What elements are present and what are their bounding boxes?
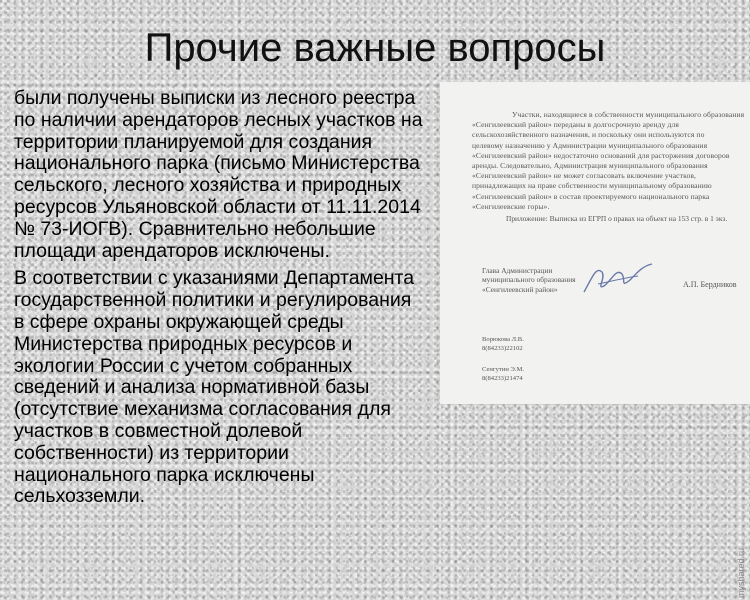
signer-name: А.П. Бердников [683, 280, 737, 289]
paragraph-exclusions: В соответствии с указаниями Департамента государственной политики и регулирования в сфере охраны окружающей среды Министерства природных ресурсов и экологии России с учетом собранных сведений и анализа нормативной базы (отсутствие механизма согласования для участков в совместной долевой собственности) из территории национального парка исключены сельхозземли. [14, 267, 415, 508]
letter-line: «Сенгилеевский район» переданы в долгосрочную аренду для [472, 120, 679, 130]
executor-name: Ворюкова Л.В. [482, 336, 524, 343]
signer-title [482, 266, 576, 294]
letter-line: аренды. Следовательно, Администрация муниципального образования [472, 161, 708, 171]
slide-body [14, 88, 424, 514]
letter-body [472, 110, 750, 212]
letter-line: принадлежащих на праве собственности муниципальному образованию [472, 181, 712, 191]
letter-line: «Сенгилеевский район» в состав проектируемого национального парка [472, 191, 710, 201]
letter-line: Участки, находящиеся в собственности муниципального образования [512, 110, 745, 119]
executor-2 [482, 366, 524, 383]
letter-line: «Сенгилеевский район» не может согласовать включение участков, [472, 171, 697, 181]
executor-1 [482, 336, 524, 353]
watermark: myshared.ru [736, 547, 746, 598]
handwritten-signature [578, 258, 658, 298]
executor-phone: 8(84233)21474 [482, 374, 523, 382]
slide-title: Прочие важные вопросы [144, 26, 606, 70]
executor-name: Сенгутин Э.М. [482, 366, 525, 373]
paragraph-leases: были получены выписки из лесного реестра по наличии арендаторов лесных участков на территории планируемой для создания национального парка (письмо Министерства сельского, лесного хозяйства и природных ресурсов Ульяновской области от 11.11.2014 № 73-ИОГВ). Сравнительно небольшие площади арендаторов исключены. [14, 87, 423, 262]
scanned-letter-image [440, 82, 750, 404]
letter-line: «Сенгилеевские горы». [472, 201, 550, 211]
letter-line: сельскохозяйственного назначения, и поскольку они используются по [472, 130, 705, 140]
signer-title-line: Глава Администрации [482, 266, 553, 275]
letter-line: «Сенгилеевский район» недостаточно оснований для расторжения договоров [472, 150, 730, 160]
signer-title-line: «Сенгилеевский район» [482, 284, 558, 294]
executor-phone: 8(84233)22102 [482, 344, 523, 352]
letter-attachment: Приложение: Выписка из ЕГРП о правах на объект на 153 стр. в 1 экз. [506, 214, 728, 223]
letter-line: целевому назначению у Администрации муниципального образования [472, 140, 708, 150]
signer-title-line: муниципального образования [482, 275, 576, 285]
